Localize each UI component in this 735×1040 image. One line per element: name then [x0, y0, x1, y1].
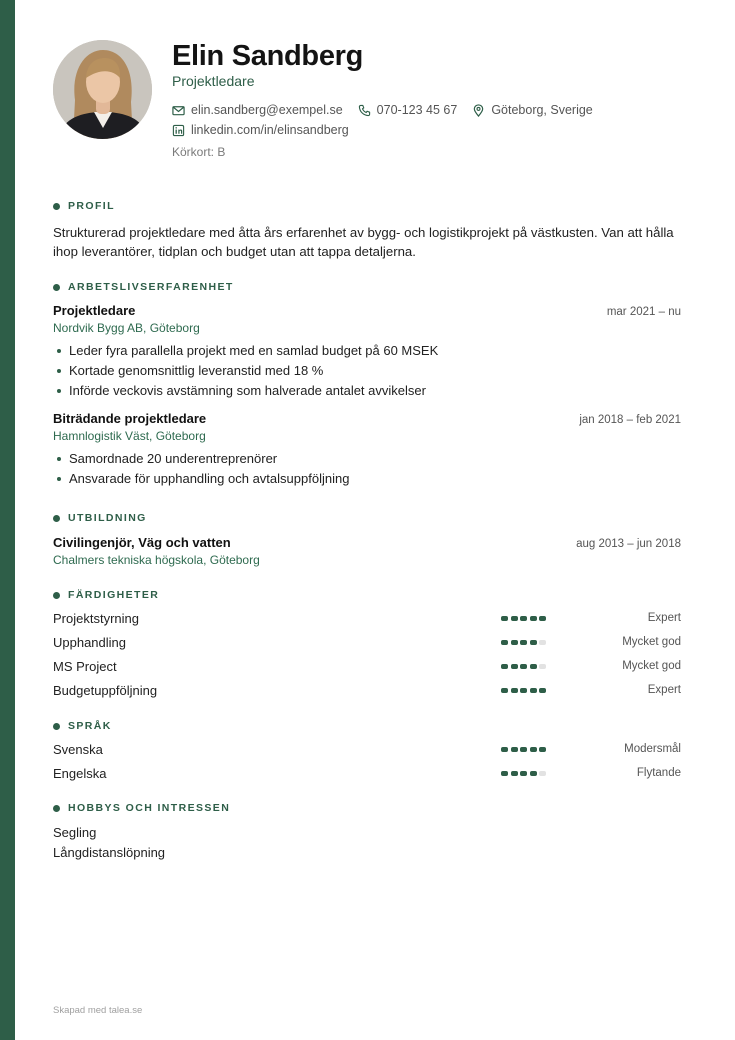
- contact-row: [172, 103, 608, 117]
- skill-name: Upphandling: [53, 634, 127, 650]
- job-title: Biträdande projektledare: [53, 411, 207, 426]
- rating-dot-filled: [511, 771, 518, 776]
- section-dot: [53, 723, 60, 730]
- rating-dot-filled: [520, 664, 527, 669]
- avatar: [53, 40, 152, 139]
- rating-dot-filled: [501, 771, 508, 776]
- location-pin-icon: [472, 104, 485, 117]
- profile-summary: Strukturerad projektledare med åtta års erfarenhet av bygg- och logistikprojekt på västkusten. Van att hålla ihop leverantörer, tidplan och budget utan att tappa detaljerna.: [53, 225, 674, 259]
- list-item: Långdistanslöpning: [53, 845, 166, 860]
- rating-dot-filled: [530, 771, 537, 776]
- list-item: Kortade genomsnittlig leveranstid med 18 %: [53, 361, 681, 381]
- rating-dot-filled: [520, 688, 527, 693]
- section-languages: [53, 719, 681, 785]
- hobbies-list: [53, 823, 681, 863]
- rating-dot-empty: [539, 664, 546, 669]
- skill-row: [53, 630, 681, 654]
- list-item: Samordnade 20 underentreprenörer: [53, 449, 681, 469]
- skill-name: Budgetuppföljning: [53, 682, 158, 698]
- rating-dot-filled: [520, 640, 527, 645]
- job-bullets: [53, 449, 681, 489]
- language-name: Engelska: [53, 765, 107, 781]
- section-dot: [53, 284, 60, 291]
- driving-license: Körkort: B: [172, 145, 226, 159]
- section-skills: [53, 588, 681, 702]
- portrait-photo: [53, 40, 152, 139]
- skill-level: Expert: [647, 684, 681, 696]
- language-level: Flytande: [636, 767, 681, 779]
- education-entry: [53, 535, 681, 567]
- linkedin-icon: [172, 124, 185, 137]
- skill-name: Projektstyrning: [53, 610, 139, 626]
- job-date: jan 2018 – feb 2021: [579, 414, 681, 426]
- language-rating: [501, 747, 581, 752]
- rating-dot-empty: [539, 771, 546, 776]
- skill-rating: [501, 616, 581, 621]
- job-employer: Nordvik Bygg AB, Göteborg: [53, 321, 200, 335]
- contact-phone[interactable]: [358, 103, 458, 117]
- language-row: [53, 761, 681, 785]
- contact-email[interactable]: [172, 103, 343, 117]
- skill-row: [53, 606, 681, 630]
- resume-header: [53, 40, 693, 170]
- list-item: Införde veckovis avstämning som halverade antalet avvikelser: [53, 381, 681, 401]
- section-dot: [53, 515, 60, 522]
- section-title: HOBBYS OCH INTRESSEN: [68, 802, 231, 814]
- accent-sidebar-bar: [0, 0, 15, 1040]
- rating-dot-filled: [511, 747, 518, 752]
- list-item: Ansvarade för upphandling och avtalsuppföljning: [53, 469, 681, 489]
- skill-rating: [501, 664, 581, 669]
- language-level: Modersmål: [624, 743, 681, 755]
- contact-location: [472, 103, 592, 117]
- rating-dot-filled: [501, 664, 508, 669]
- section-title: PROFIL: [68, 200, 115, 212]
- language-name: Svenska: [53, 741, 103, 757]
- school-name: Chalmers tekniska högskola, Göteborg: [53, 553, 260, 567]
- section-heading: [53, 280, 681, 294]
- email-text: elin.sandberg@exempel.se: [191, 103, 343, 117]
- rating-dot-filled: [520, 747, 527, 752]
- language-rating: [501, 771, 581, 776]
- skill-row: [53, 678, 681, 702]
- mail-icon: [172, 104, 185, 117]
- section-dot: [53, 592, 60, 599]
- job-date: mar 2021 – nu: [606, 306, 681, 318]
- section-dot: [53, 805, 60, 812]
- section-title: UTBILDNING: [68, 512, 147, 524]
- section-heading: [53, 199, 681, 213]
- rating-dot-empty: [539, 640, 546, 645]
- languages-list: [53, 737, 681, 785]
- job-bullets: [53, 341, 681, 401]
- rating-dot-filled: [511, 688, 518, 693]
- contact-linkedin[interactable]: [172, 123, 349, 137]
- candidate-name: Elin Sandberg: [172, 40, 364, 72]
- experience-entry: [53, 411, 681, 489]
- skill-level: Expert: [647, 612, 681, 624]
- skills-list: [53, 606, 681, 702]
- rating-dot-filled: [539, 688, 546, 693]
- section-dot: [53, 203, 60, 210]
- job-title: Projektledare: [53, 303, 136, 318]
- degree-title: Civilingenjör, Väg och vatten: [53, 535, 231, 550]
- section-heading: [53, 801, 681, 815]
- skill-name: MS Project: [53, 658, 117, 674]
- experience-entry: [53, 303, 681, 401]
- rating-dot-filled: [501, 747, 508, 752]
- rating-dot-filled: [501, 688, 508, 693]
- rating-dot-filled: [530, 688, 537, 693]
- job-employer: Hamnlogistik Väst, Göteborg: [53, 429, 206, 443]
- section-heading: [53, 511, 681, 525]
- rating-dot-filled: [511, 640, 518, 645]
- section-profile: [53, 199, 681, 261]
- education-date: aug 2013 – jun 2018: [576, 538, 681, 550]
- skill-row: [53, 654, 681, 678]
- section-heading: [53, 719, 681, 733]
- list-item: Leder fyra parallella projekt med en samlad budget på 60 MSEK: [53, 341, 681, 361]
- language-row: [53, 737, 681, 761]
- skill-rating: [501, 640, 581, 645]
- skill-level: Mycket god: [622, 660, 681, 672]
- rating-dot-filled: [539, 616, 546, 621]
- rating-dot-filled: [530, 664, 537, 669]
- section-heading: [53, 588, 681, 602]
- candidate-title: Projektledare: [172, 73, 255, 89]
- section-hobbies: [53, 801, 681, 863]
- rating-dot-filled: [511, 616, 518, 621]
- rating-dot-filled: [501, 640, 508, 645]
- section-title: SPRÅK: [68, 720, 112, 732]
- skill-level: Mycket god: [622, 636, 681, 648]
- linkedin-text: linkedin.com/in/elinsandberg: [191, 123, 349, 137]
- phone-icon: [358, 104, 371, 117]
- rating-dot-filled: [530, 747, 537, 752]
- list-item: Segling: [53, 825, 97, 840]
- location-text: Göteborg, Sverige: [491, 103, 593, 117]
- rating-dot-filled: [530, 640, 537, 645]
- section-experience: [53, 280, 681, 489]
- section-education: [53, 511, 681, 567]
- rating-dot-filled: [539, 747, 546, 752]
- section-title: FÄRDIGHETER: [68, 589, 160, 601]
- skill-rating: [501, 688, 581, 693]
- rating-dot-filled: [520, 771, 527, 776]
- footer-credit: Skapad med talea.se: [53, 1005, 143, 1016]
- phone-text: 070-123 45 67: [376, 103, 458, 117]
- rating-dot-filled: [501, 616, 508, 621]
- rating-dot-filled: [520, 616, 527, 621]
- contact-row: [172, 123, 364, 137]
- section-title: ARBETSLIVSERFARENHET: [68, 281, 234, 293]
- rating-dot-filled: [511, 664, 518, 669]
- rating-dot-filled: [530, 616, 537, 621]
